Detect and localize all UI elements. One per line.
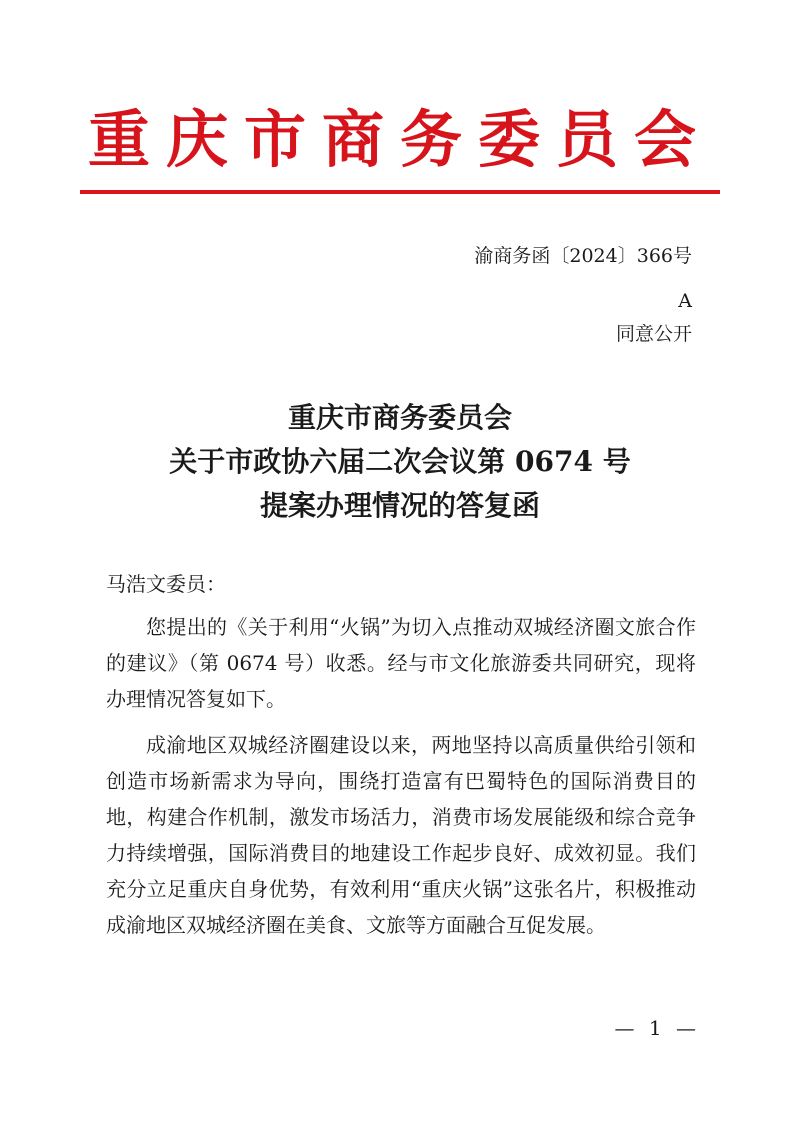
title-line-1: 重庆市商务委员会 [287, 401, 512, 434]
page-number: — 1 — [614, 1016, 700, 1040]
title-line-3: 提案办理情况的答复函 [259, 489, 540, 522]
document-number: 渝商务函〔2024〕366号 [474, 245, 692, 267]
body-paragraph-2: 成渝地区双城经济圈建设以来，两地坚持以高质量供给引领和创造市场新需求为导向，围绕打造富有巴蜀特色的国际消费目的地，构建合作机制，激发市场活力，消费市场发展能级和综合竞争力持续增强，国际消费目的地建设工作起步良好、成效初显。我们充分立足重庆自身优势，有效利用“重庆火锅”这张名片，积极推动成渝地区双城经济圈在美食、文旅等方面融合互促发展。 [106, 733, 696, 937]
document-grade: A [678, 290, 692, 312]
issuer-masthead: 重庆市商务委员会 [87, 103, 712, 176]
title-line-2: 关于市政协六届二次会议第 0674 号 [169, 445, 631, 478]
disclosure-status: 同意公开 [615, 323, 692, 345]
body-paragraph-1: 您提出的《关于利用“火锅”为切入点推动双城经济圈文旅合作的建议》（第 0674 号）收悉。经与市文化旅游委共同研究，现将办理情况答复如下。 [106, 615, 696, 711]
document-title [0, 396, 800, 528]
salutation: 马浩文委员： [106, 572, 226, 596]
masthead-red-rule [80, 190, 720, 194]
